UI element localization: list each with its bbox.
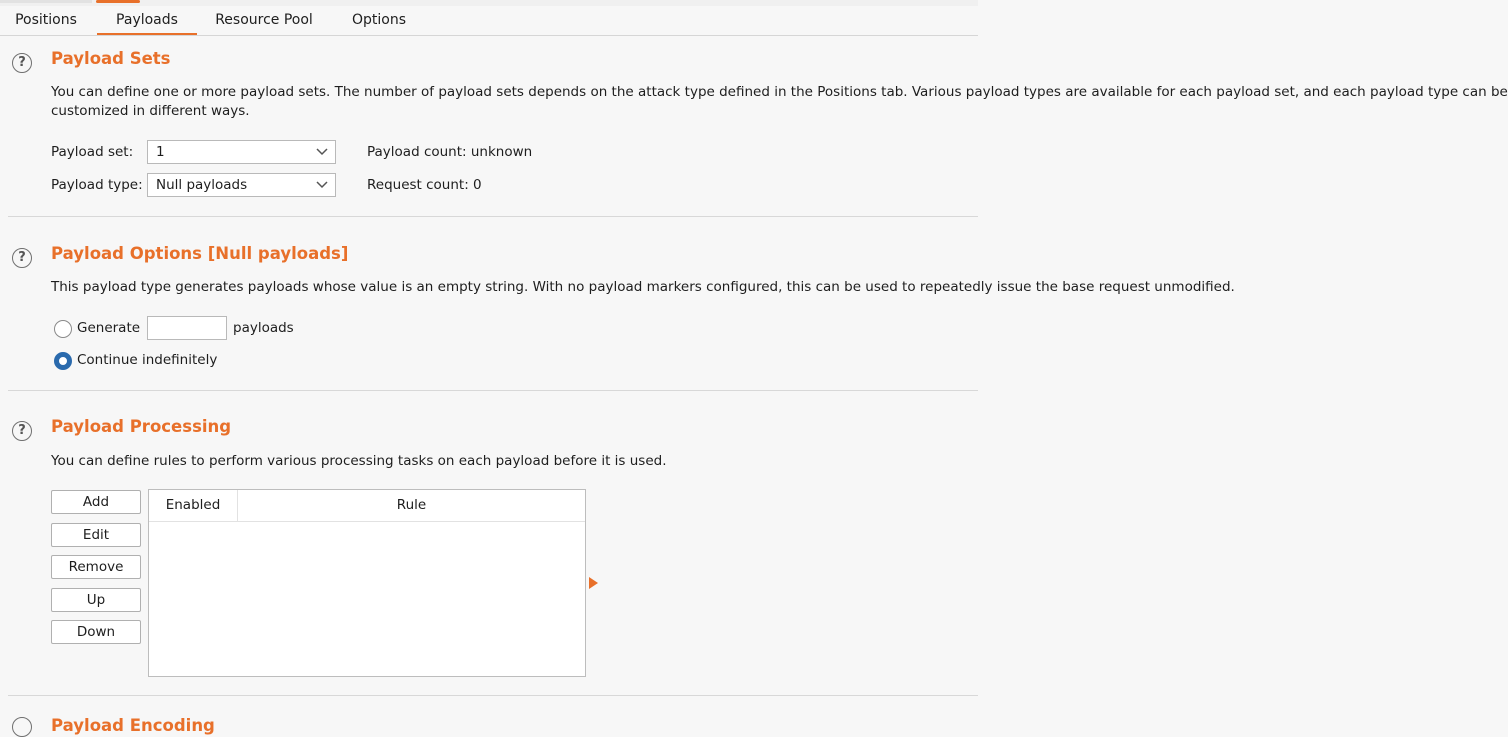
payload-set-value: 1 — [156, 144, 165, 160]
section-description-cont: customized in different ways. — [51, 103, 250, 119]
section-title: Payload Processing — [51, 417, 232, 436]
expand-arrow-icon[interactable] — [589, 577, 598, 589]
payload-type-label: Payload type: — [51, 177, 143, 193]
tab-resource-pool[interactable]: Resource Pool — [215, 12, 313, 28]
generate-count-input[interactable] — [147, 316, 227, 340]
section-divider — [8, 216, 978, 217]
section-description: You can define rules to perform various processing tasks on each payload before it is used. — [51, 453, 667, 469]
help-circle-icon[interactable]: ? — [12, 53, 32, 73]
processing-rules-table[interactable] — [148, 489, 586, 677]
remove-rule-button[interactable]: Remove — [51, 555, 141, 579]
section-description: You can define one or more payload sets. The number of payload sets depends on the attack type defined in the Positions tab. Various payload types are available for each payload set, and each payload type can be — [51, 84, 1508, 100]
section-title: Payload Options [Null payloads] — [51, 244, 349, 263]
payloads-suffix-label: payloads — [233, 320, 294, 336]
tab-payloads[interactable]: Payloads — [97, 6, 197, 35]
intruder-tab-bar — [0, 6, 978, 36]
tab-positions[interactable]: Positions — [15, 12, 77, 28]
help-circle-icon[interactable] — [12, 717, 32, 737]
section-title: Payload Encoding — [51, 716, 215, 735]
top-tab-stub-active — [96, 0, 140, 3]
payload-type-select[interactable] — [147, 173, 336, 197]
generate-radio[interactable] — [54, 320, 72, 338]
chevron-down-icon — [316, 174, 328, 196]
payload-set-label: Payload set: — [51, 144, 134, 160]
tab-options[interactable]: Options — [351, 12, 407, 28]
payload-set-select[interactable] — [147, 140, 336, 164]
add-rule-button[interactable]: Add — [51, 490, 141, 514]
column-rule[interactable]: Rule — [396, 497, 427, 513]
generate-label: Generate — [77, 320, 141, 336]
section-divider — [8, 695, 978, 696]
move-up-button[interactable]: Up — [51, 588, 141, 612]
help-circle-icon[interactable]: ? — [12, 248, 32, 268]
top-tab-stub — [0, 0, 92, 3]
move-down-button[interactable]: Down — [51, 620, 141, 644]
continue-indefinitely-radio[interactable] — [54, 352, 72, 370]
help-circle-icon[interactable]: ? — [12, 421, 32, 441]
column-enabled[interactable]: Enabled — [149, 490, 238, 521]
edit-rule-button[interactable]: Edit — [51, 523, 141, 547]
payload-count: Payload count: unknown — [367, 144, 533, 160]
table-header — [149, 490, 585, 522]
section-divider — [8, 390, 978, 391]
continue-indefinitely-label: Continue indefinitely — [77, 352, 218, 368]
section-title: Payload Sets — [51, 49, 171, 68]
chevron-down-icon — [316, 141, 328, 163]
payload-type-value: Null payloads — [156, 177, 248, 193]
section-description: This payload type generates payloads whose value is an empty string. With no payload markers configured, this can be used to repeatedly issue the base request unmodified. — [51, 279, 1235, 295]
request-count: Request count: 0 — [367, 177, 482, 193]
